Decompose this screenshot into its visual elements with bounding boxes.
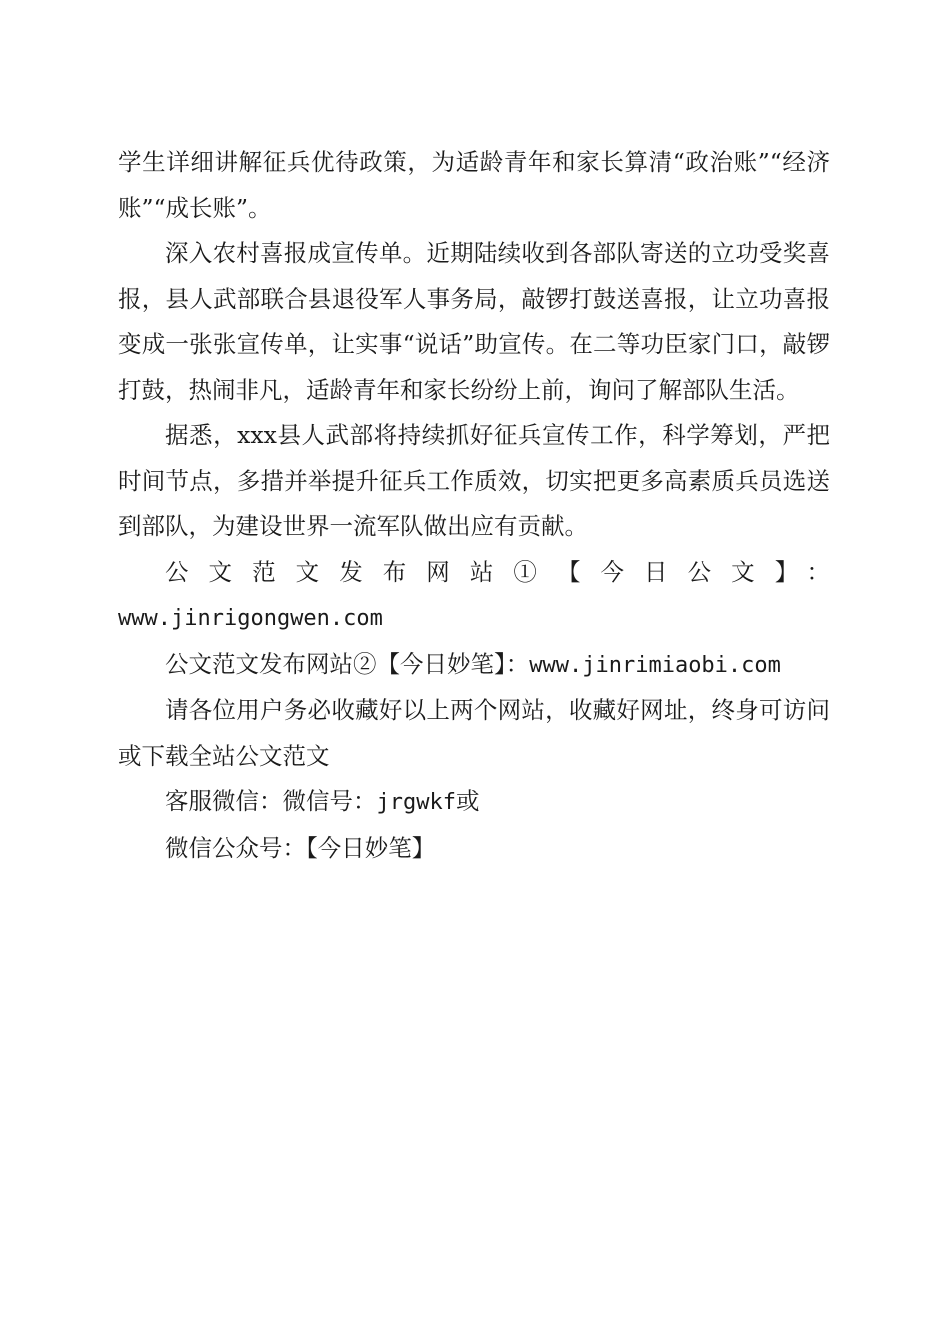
bookmark-reminder: 请各位用户务必收藏好以上两个网站，收藏好网址，终身可访问或下载全站公文范文	[118, 696, 830, 770]
customer-service-label: 客服微信：微信号：	[165, 787, 377, 815]
site2-url[interactable]: www.jinrimiaobi.com	[529, 652, 781, 678]
customer-service-line	[118, 779, 830, 826]
customer-service-or: 或	[455, 787, 480, 815]
paragraph-continued: 学生详细讲解征兵优待政策，为适龄青年和家长算清“政治账”“经济账”“成长账”。	[118, 148, 830, 222]
paragraph-summary: 据悉，xxx县人武部将持续抓好征兵宣传工作，科学筹划，严把时间节点，多措并举提升征兵工作质效，切实把更多高素质兵员选送到部队，为建设世界一流军队做出应有贡献。	[118, 421, 830, 540]
document-body	[118, 140, 830, 871]
site1-label: 公文范文发布网站①【今日公文】：	[165, 557, 830, 586]
official-account-line: 微信公众号：【今日妙笔】	[165, 833, 436, 862]
site1-url-text[interactable]: www.jinrigongwen.com	[118, 606, 383, 631]
site2-label: 公文范文发布网站②【今日妙笔】：	[165, 649, 530, 678]
site2-line	[118, 642, 830, 689]
site1-url[interactable]	[118, 595, 830, 642]
wechat-id: jrgwkf	[376, 790, 456, 815]
paragraph-rural-bulletin: 深入农村喜报成宣传单。近期陆续收到各部队寄送的立功受奖喜报，县人武部联合县退役军人事务局，敲锣打鼓送喜报，让立功喜报变成一张张宣传单，让实事“说话”助宣传。在二等功臣家门口，敲锣打鼓，热闹非凡，适龄青年和家长纷纷上前，询问了解部队生活。	[118, 239, 830, 404]
